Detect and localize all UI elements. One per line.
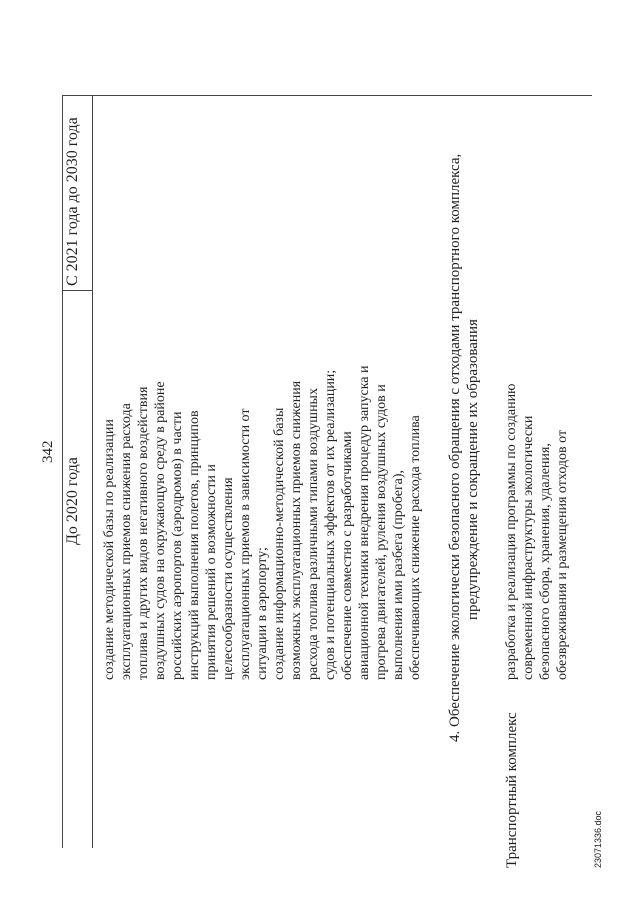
block-1-line: российских аэропортов (аэродромов) в части — [170, 411, 185, 680]
table-top-rule — [62, 95, 592, 96]
block-1-line: прогрева двигателей, руления воздушных судов и — [374, 384, 389, 680]
block-1-line: авиационной техники внедрения процедур запуска и — [357, 365, 372, 680]
section-heading-line-1: 4. Обеспечение экологически безопасного обращения с отходами транспортного комплекса, — [447, 153, 463, 742]
block-1-line: выполнения ими разбега (пробега), — [391, 469, 406, 680]
block-1-line: ситуации в аэропорту; — [255, 547, 270, 680]
block-2-line: безопасного сбора, хранения, удаления, — [538, 443, 553, 680]
table-left-rule — [62, 95, 63, 848]
block-1-line: топлива и других видов негативного воздействия — [136, 386, 151, 680]
block-2-line: разработка и реализация программы по созданию — [504, 383, 519, 680]
block-1-line: целесообразности осуществления — [221, 477, 236, 680]
block-2-line: современной инфраструктуры экологически — [521, 415, 536, 680]
block-1-line: обеспечение совместно с разработчиками — [340, 431, 355, 680]
section-heading-line-2: предупреждение и сокращение их образования — [465, 319, 481, 620]
block-1-line: эксплуатационных приемов снижения расхода — [119, 403, 134, 680]
column-divider-rule — [62, 290, 92, 291]
block-1-line: возможных эксплуатационных приемов снижения — [289, 380, 304, 680]
document-id: 23071336.doc — [593, 810, 603, 868]
page-number: 342 — [40, 440, 56, 463]
block-1-line: создание информационно-методической базы — [272, 407, 287, 680]
block-1-line: расхода топлива различными типами воздушных — [306, 388, 321, 680]
block-1-line: инструкций выполнения полетов, принципов — [187, 410, 202, 680]
row-label-transport-complex: Транспортный комплекс — [504, 712, 520, 868]
block-1-line: воздушных судов на окружающую среду в районе — [153, 381, 168, 680]
block-2-line: обезвреживания и размещения отходов от — [555, 429, 570, 680]
block-1-line: судов и потенциальных эффектов от их реализации; — [323, 369, 338, 680]
block-1-line: эксплуатационных приемов в зависимости от — [238, 408, 253, 680]
block-1-line: принятия решений о возможности и — [204, 464, 219, 680]
block-1-line: обеспечивающих снижение расхода топлива — [408, 415, 423, 680]
block-1-line: создание методической базы по реализации — [102, 419, 117, 680]
header-col-2021-2030: С 2021 года до 2030 года — [64, 117, 81, 286]
header-bottom-rule — [92, 95, 93, 848]
header-col-until-2020: До 2020 года — [64, 457, 81, 545]
